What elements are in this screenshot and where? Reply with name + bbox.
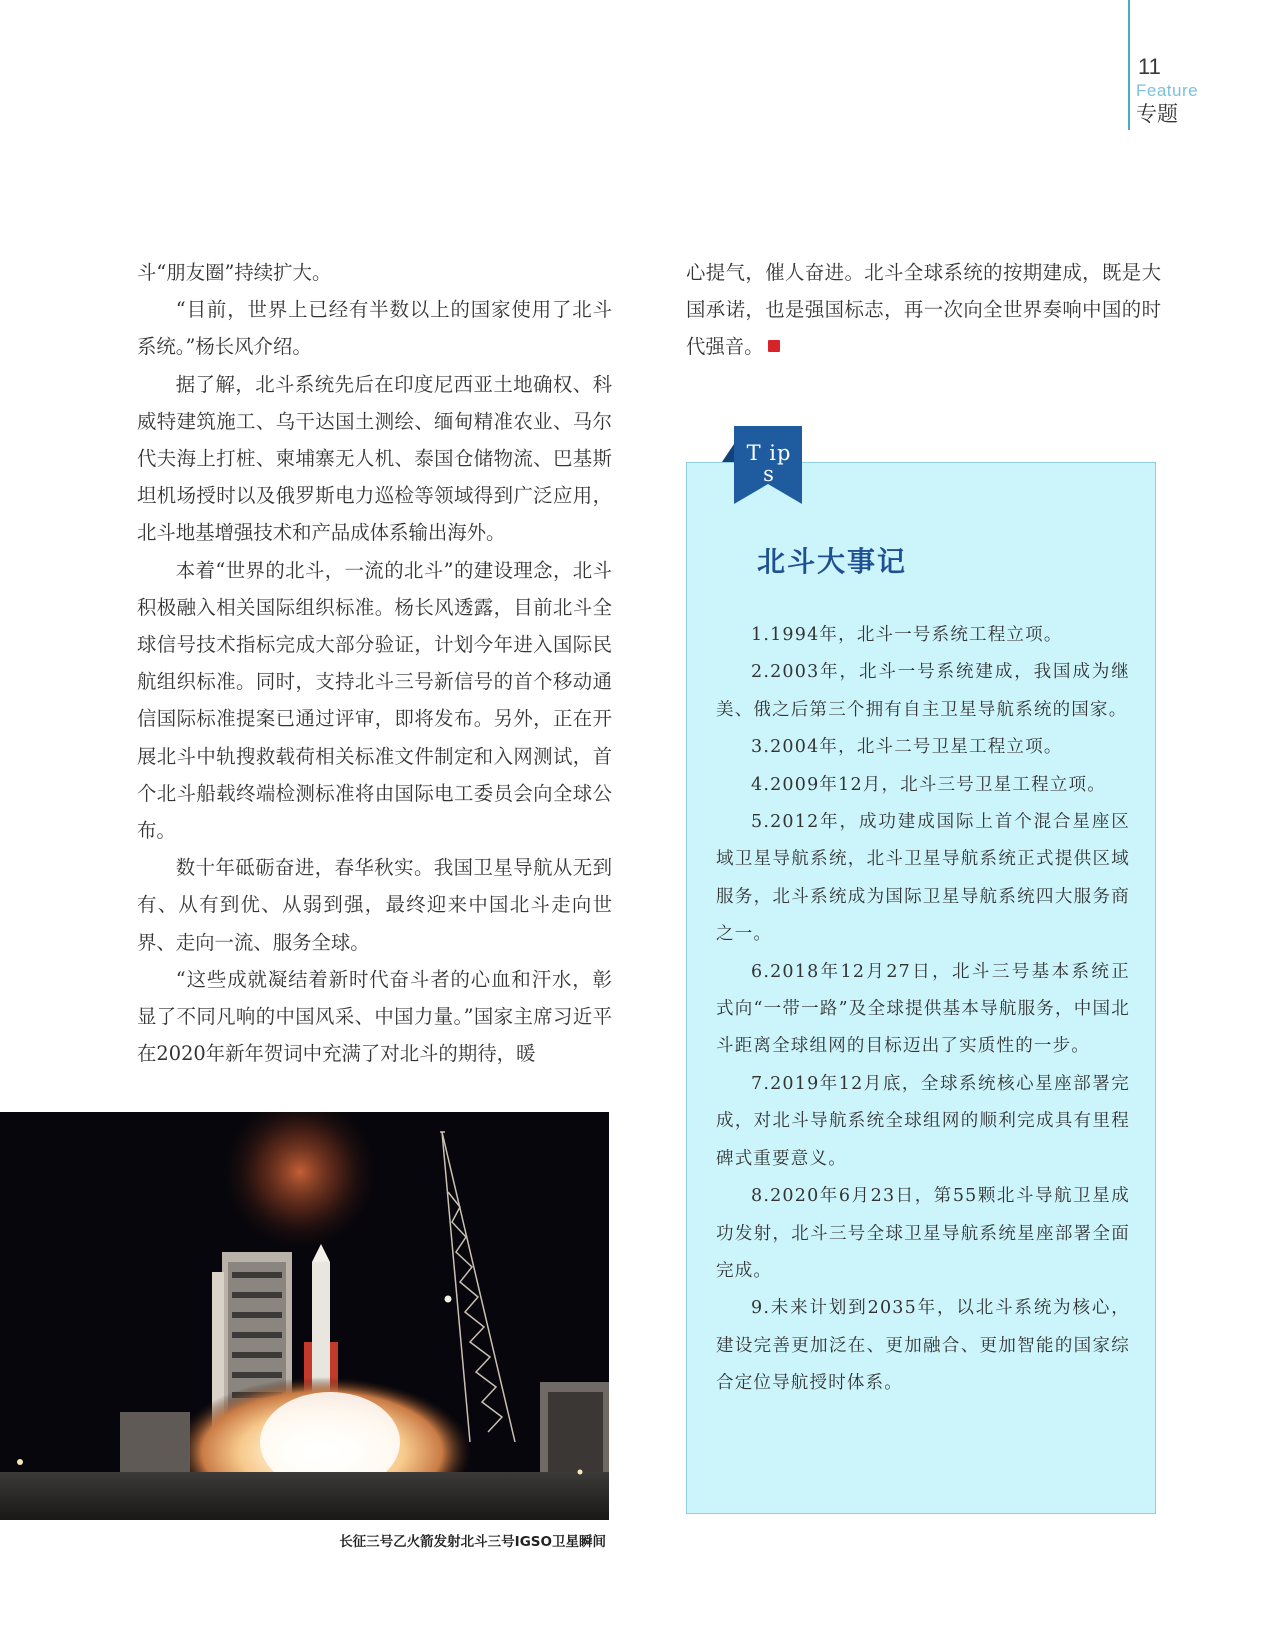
list-item: 5.2012年，成功建成国际上首个混合星座区域卫星导航系统，北斗卫星导航系统正式提供区域服务，北斗系统成为国际卫星导航系统四大服务商之一。 [716, 812, 1130, 945]
paragraph: 本着“世界的北斗，一流的北斗”的建设理念，北斗积极融入相关国际组织标准。杨长风透露，目前北斗全球信号技术指标完成大部分验证，计划今年进入国际民航组织标准。同时，支持北斗三号新信号的首个移动通信国际标准提案已通过评审，即将发布。另外，正在开展北斗中轨搜救载荷相关标准文件制定和入网测试，首个北斗船载终端检测标准将由国际电工委员会向全球公布。 [137, 558, 612, 843]
paragraph: “目前，世界上已经有半数以上的国家使用了北斗系统。”杨长风介绍。 [137, 298, 612, 359]
list-item: 9.未来计划到2035年，以北斗系统为核心，建设完善更加泛在、更加融合、更加智能的国家综合定位导航授时体系。 [716, 1298, 1130, 1394]
rocket-launch-photo [0, 1112, 609, 1520]
section-label-cn: 专题 [1136, 102, 1178, 126]
paragraph: “这些成就凝结着新时代奋斗者的心血和汗水，彰显了不同凡响的中国风采、中国力量。”国家主席习近平在2020年新年贺词中充满了对北斗的期待，暖 [137, 967, 612, 1066]
list-item: 2.2003年，北斗一号系统建成，我国成为继美、俄之后第三个拥有自主卫星导航系统的国家。 [716, 662, 1130, 720]
end-of-article-icon [768, 340, 780, 352]
section-label-en: Feature [1136, 81, 1199, 100]
list-item: 3.2004年，北斗二号卫星工程立项。 [751, 737, 1063, 758]
left-column [137, 254, 612, 1072]
tips-tab-fold [722, 444, 734, 462]
paragraph: 据了解，北斗系统先后在印度尼西亚土地确权、科威特建筑施工、乌干达国土测绘、缅甸精准农业、马尔代夫海上打桩、柬埔寨无人机、泰国仓储物流、巴基斯坦机场授时以及俄罗斯电力巡检等领域得到广泛应用，北斗地基增强技术和产品成体系输出海外。 [137, 372, 612, 545]
tips-title: 北斗大事记 [757, 545, 908, 578]
right-column [686, 254, 1161, 366]
list-item: 1.1994年，北斗一号系统工程立项。 [751, 625, 1063, 645]
paragraph [686, 254, 1161, 366]
list-item: 6.2018年12月27日，北斗三号基本系统正式向“一带一路”及全球提供基本导航服务，中国北斗距离全球组网的目标迈出了实质性的一步。 [716, 961, 1130, 1057]
tips-tab-label: T ip s [746, 441, 792, 486]
photo-caption: 长征三号乙火箭发射北斗三号IGSO卫星瞬间 [339, 1534, 606, 1550]
list-item: 8.2020年6月23日，第55颗北斗导航卫星成功发射，北斗三号全球卫星导航系统星座部署全面完成。 [716, 1186, 1130, 1281]
list-item: 4.2009年12月，北斗三号卫星工程立项。 [751, 774, 1106, 795]
milestone-list [716, 617, 1130, 1403]
paragraph-text: 心提气，催人奋进。北斗全球系统的按期建成，既是大国承诺，也是强国标志，再一次向全世界奏响中国的时代强音。 [686, 261, 1161, 359]
header-divider [1128, 0, 1130, 130]
page-number: 11 [1138, 54, 1161, 79]
paragraph: 数十年砥砺奋进，春华秋实。我国卫星导航从无到有、从有到优、从弱到强，最终迎来中国北斗走向世界、走向一流、服务全球。 [137, 856, 612, 954]
paragraph: 斗“朋友圈”持续扩大。 [137, 261, 332, 284]
list-item: 7.2019年12月底，全球系统核心星座部署完成，对北斗导航系统全球组网的顺利完成具有里程碑式重要意义。 [716, 1073, 1130, 1169]
